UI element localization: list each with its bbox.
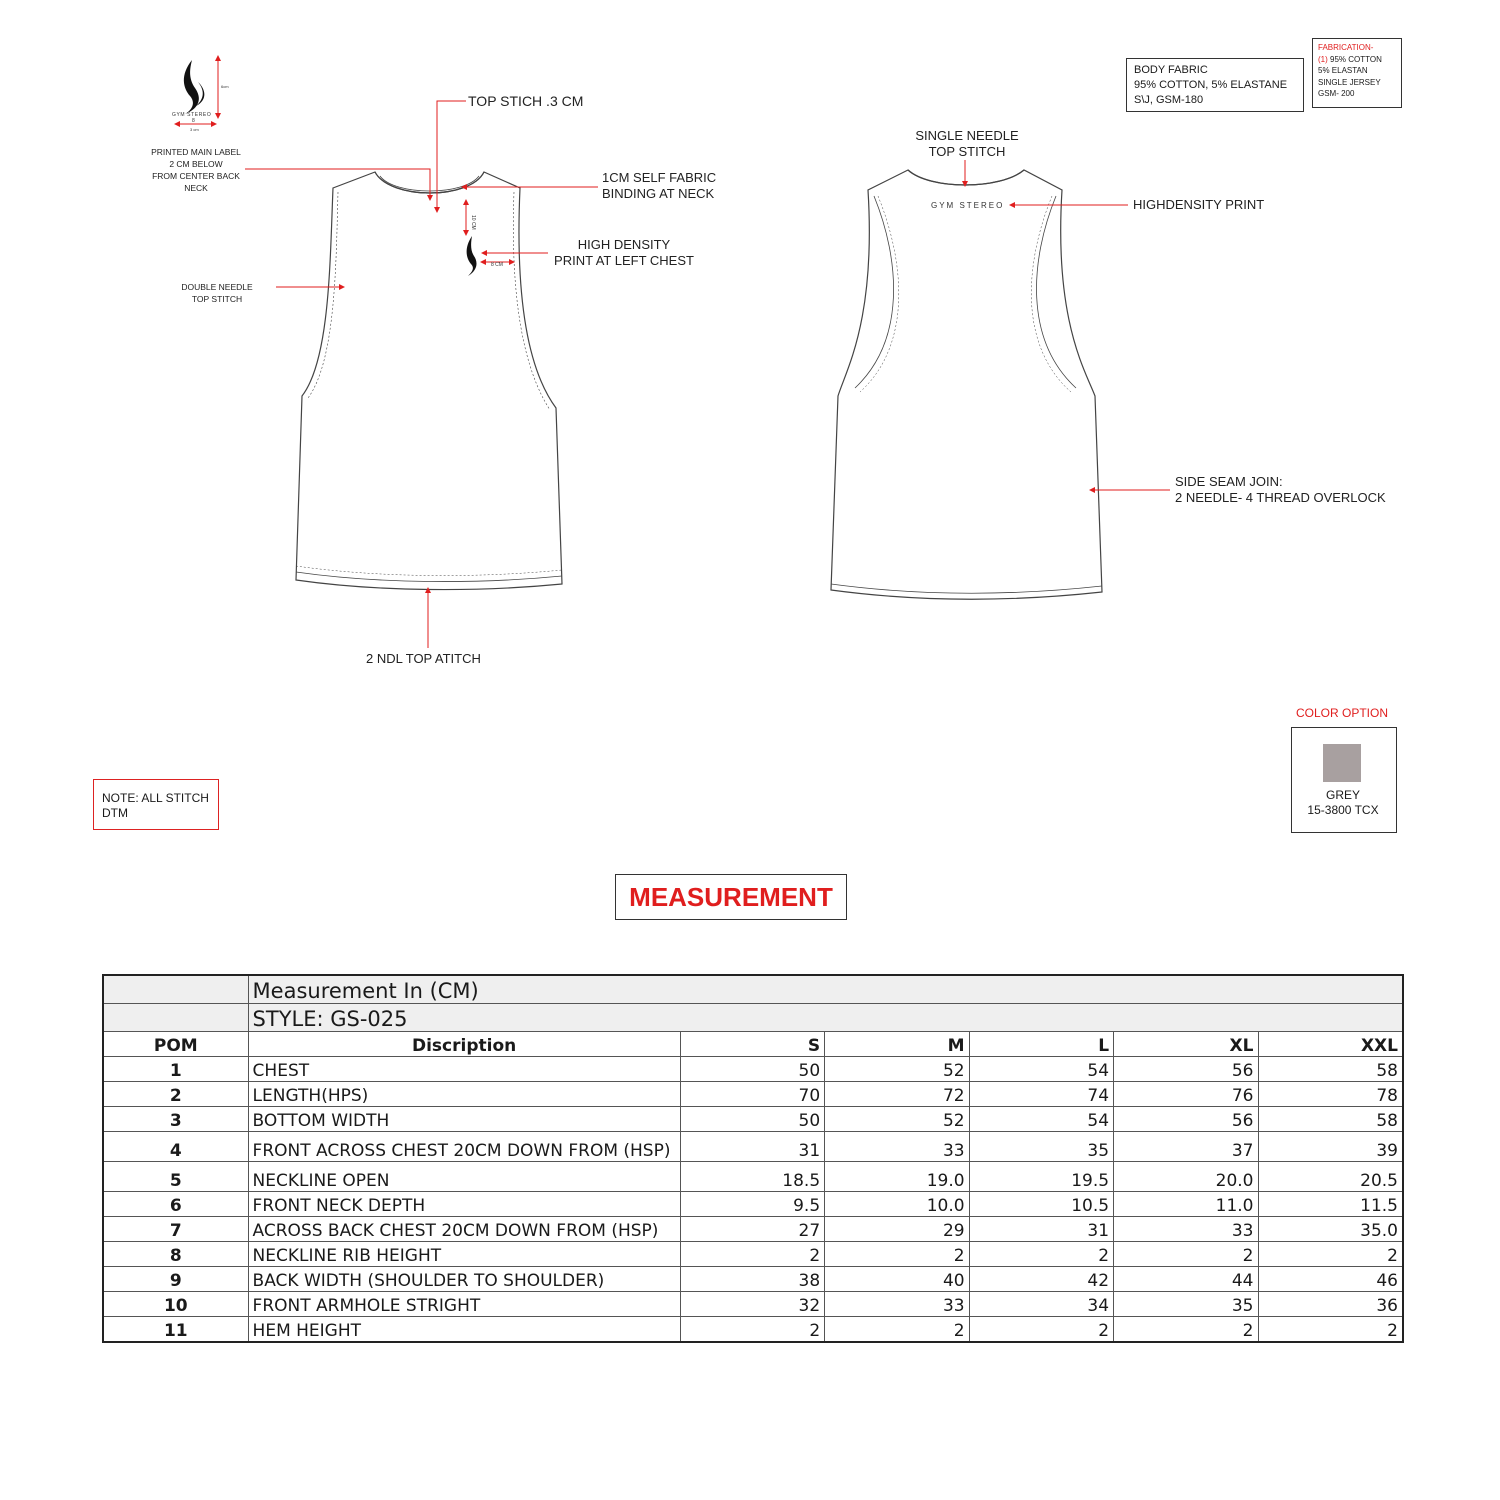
top-stitch-label: TOP STICH .3 CM	[468, 93, 584, 109]
size-value-cell: 52	[825, 1107, 969, 1132]
size-value-cell: 33	[825, 1132, 969, 1162]
size-value-cell: 31	[969, 1217, 1113, 1242]
description-cell: BACK WIDTH (SHOULDER TO SHOULDER)	[248, 1267, 680, 1292]
header-size-xl: XL	[1114, 1032, 1258, 1057]
unit-label: Measurement In (CM)	[248, 975, 1403, 1004]
size-value-cell: 2	[680, 1242, 824, 1267]
header-description: Discription	[248, 1032, 680, 1057]
size-value-cell: 50	[680, 1057, 824, 1082]
size-value-cell: 52	[825, 1057, 969, 1082]
logo-width-unit: 3 cm	[190, 127, 199, 132]
table-row	[103, 1107, 1403, 1132]
size-value-cell: 19.0	[825, 1162, 969, 1192]
high-density-front-label: HIGH DENSITY PRINT AT LEFT CHEST	[554, 237, 694, 268]
size-value-cell: 76	[1114, 1082, 1258, 1107]
stitch-note-box	[93, 779, 219, 830]
size-value-cell: 2	[1258, 1242, 1403, 1267]
header-pom: POM	[103, 1032, 248, 1057]
size-value-cell: 54	[969, 1107, 1113, 1132]
style-row	[103, 1004, 1403, 1032]
size-value-cell: 2	[1114, 1242, 1258, 1267]
body-fabric-title: BODY FABRIC	[1134, 64, 1208, 76]
pom-cell: 6	[103, 1192, 248, 1217]
logo-height-unit: 6cm	[221, 84, 229, 89]
size-value-cell: 11.5	[1258, 1192, 1403, 1217]
table-row	[103, 1192, 1403, 1217]
description-cell: LENGTH(HPS)	[248, 1082, 680, 1107]
size-value-cell: 33	[825, 1292, 969, 1317]
measurement-title: MEASUREMENT	[615, 874, 847, 920]
high-density-back-label: HIGHDENSITY PRINT	[1133, 197, 1265, 212]
table-row	[103, 1082, 1403, 1107]
header-row	[103, 1032, 1403, 1057]
unit-row	[103, 975, 1403, 1004]
size-value-cell: 10.5	[969, 1192, 1113, 1217]
size-value-cell: 70	[680, 1082, 824, 1107]
style-label: STYLE: GS-025	[248, 1004, 1403, 1032]
self-fabric-binding-label: 1CM SELF FABRIC BINDING AT NECK	[602, 170, 717, 201]
body-fabric-line2: S\J, GSM-180	[1134, 94, 1204, 106]
header-size-m: M	[825, 1032, 969, 1057]
size-value-cell: 56	[1114, 1107, 1258, 1132]
fabrication-line3: SINGLE JERSEY	[1318, 77, 1381, 87]
note-line2: DTM	[102, 806, 128, 820]
pom-cell: 4	[103, 1132, 248, 1162]
size-value-cell: 42	[969, 1267, 1113, 1292]
size-value-cell: 2	[680, 1317, 824, 1343]
measurement-table	[102, 974, 1404, 1343]
size-value-cell: 35	[969, 1132, 1113, 1162]
description-cell: FRONT NECK DEPTH	[248, 1192, 680, 1217]
header-size-xxl: XXL	[1258, 1032, 1403, 1057]
size-value-cell: 44	[1114, 1267, 1258, 1292]
color-code: 15-3800 TCX	[1307, 803, 1379, 817]
table-row	[103, 1267, 1403, 1292]
size-value-cell: 33	[1114, 1217, 1258, 1242]
hem-stitch-label: 2 NDL TOP ATITCH	[366, 651, 481, 666]
description-cell: NECKLINE RIB HEIGHT	[248, 1242, 680, 1267]
size-value-cell: 54	[969, 1057, 1113, 1082]
logo-brand-text: GYM STEREO	[172, 112, 212, 118]
back-view-sketch	[831, 170, 1102, 599]
description-cell: NECKLINE OPEN	[248, 1162, 680, 1192]
description-cell: BOTTOM WIDTH	[248, 1107, 680, 1132]
size-value-cell: 34	[969, 1292, 1113, 1317]
logo-dim-label: 8 CM	[491, 262, 503, 268]
size-value-cell: 58	[1258, 1107, 1403, 1132]
chest-dim-label: 10 CM	[470, 215, 476, 230]
size-value-cell: 31	[680, 1132, 824, 1162]
size-value-cell: 58	[1258, 1057, 1403, 1082]
size-value-cell: 2	[825, 1317, 969, 1343]
double-needle-label: DOUBLE NEEDLE TOP STITCH	[181, 282, 253, 304]
description-cell: CHEST	[248, 1057, 680, 1082]
body-fabric-box	[1126, 58, 1304, 112]
description-cell: FRONT ARMHOLE STRIGHT	[248, 1292, 680, 1317]
table-row	[103, 1217, 1403, 1242]
size-value-cell: 9.5	[680, 1192, 824, 1217]
size-value-cell: 19.5	[969, 1162, 1113, 1192]
size-value-cell: 36	[1258, 1292, 1403, 1317]
brand-print-back: GYM STEREO	[931, 201, 1005, 210]
main-label-note: PRINTED MAIN LABEL 2 CM BELOW FROM CENTER BACK NECK	[151, 147, 241, 193]
table-row	[103, 1317, 1403, 1343]
size-value-cell: 46	[1258, 1267, 1403, 1292]
color-name: GREY	[1325, 788, 1360, 802]
size-value-cell: 32	[680, 1292, 824, 1317]
size-value-cell: 2	[969, 1242, 1113, 1267]
table-row	[103, 1132, 1403, 1162]
pom-cell: 5	[103, 1162, 248, 1192]
size-value-cell: 56	[1114, 1057, 1258, 1082]
header-size-s: S	[680, 1032, 824, 1057]
table-row	[103, 1162, 1403, 1192]
size-value-cell: 29	[825, 1217, 969, 1242]
fabrication-line4: GSM- 200	[1318, 89, 1355, 98]
size-value-cell: 10.0	[825, 1192, 969, 1217]
size-value-cell: 78	[1258, 1082, 1403, 1107]
size-value-cell: 74	[969, 1082, 1113, 1107]
description-cell: ACROSS BACK CHEST 20CM DOWN FROM (HSP)	[248, 1217, 680, 1242]
fabrication-box	[1312, 38, 1402, 108]
side-seam-label: SIDE SEAM JOIN: 2 NEEDLE- 4 THREAD OVERLOCK	[1175, 474, 1386, 505]
pom-cell: 8	[103, 1242, 248, 1267]
size-value-cell: 27	[680, 1217, 824, 1242]
body-fabric-line1: 95% COTTON, 5% ELASTANE	[1134, 79, 1288, 91]
size-value-cell: 35	[1114, 1292, 1258, 1317]
size-value-cell: 2	[825, 1242, 969, 1267]
size-value-cell: 18.5	[680, 1162, 824, 1192]
size-value-cell: 35.0	[1258, 1217, 1403, 1242]
size-value-cell: 2	[969, 1317, 1113, 1343]
table-row	[103, 1057, 1403, 1082]
fabrication-line2: 5% ELASTAN	[1318, 66, 1368, 75]
size-value-cell: 20.0	[1114, 1162, 1258, 1192]
size-value-cell: 50	[680, 1107, 824, 1132]
size-value-cell: 11.0	[1114, 1192, 1258, 1217]
color-option-text	[1291, 788, 1395, 818]
pom-cell: 9	[103, 1267, 248, 1292]
size-value-cell: 39	[1258, 1132, 1403, 1162]
table-row	[103, 1242, 1403, 1267]
single-needle-label: SINGLE NEEDLE TOP STITCH	[915, 128, 1019, 159]
size-value-cell: 37	[1114, 1132, 1258, 1162]
size-value-cell: 2	[1258, 1317, 1403, 1343]
pom-cell: 2	[103, 1082, 248, 1107]
note-line1: NOTE: ALL STITCH	[102, 791, 209, 805]
pom-cell: 3	[103, 1107, 248, 1132]
fabrication-line1: 95% COTTON	[1330, 54, 1382, 64]
description-cell: FRONT ACROSS CHEST 20CM DOWN FROM (HSP)	[248, 1132, 680, 1162]
pom-cell: 11	[103, 1317, 248, 1343]
grey-color-swatch	[1323, 744, 1361, 782]
pom-cell: 1	[103, 1057, 248, 1082]
header-size-l: L	[969, 1032, 1113, 1057]
front-view-sketch	[296, 172, 562, 590]
pom-cell: 10	[103, 1292, 248, 1317]
size-value-cell: 20.5	[1258, 1162, 1403, 1192]
description-cell: HEM HEIGHT	[248, 1317, 680, 1343]
size-value-cell: 72	[825, 1082, 969, 1107]
size-value-cell: 40	[825, 1267, 969, 1292]
color-option-title: COLOR OPTION	[1295, 706, 1388, 720]
pom-cell: 7	[103, 1217, 248, 1242]
fabrication-title: FABRICATION-	[1318, 43, 1374, 52]
table-row	[103, 1292, 1403, 1317]
size-value-cell: 38	[680, 1267, 824, 1292]
logo-width-label: 8	[192, 118, 195, 124]
size-value-cell: 2	[1114, 1317, 1258, 1343]
fabrication-marker: (1)	[1318, 54, 1328, 64]
